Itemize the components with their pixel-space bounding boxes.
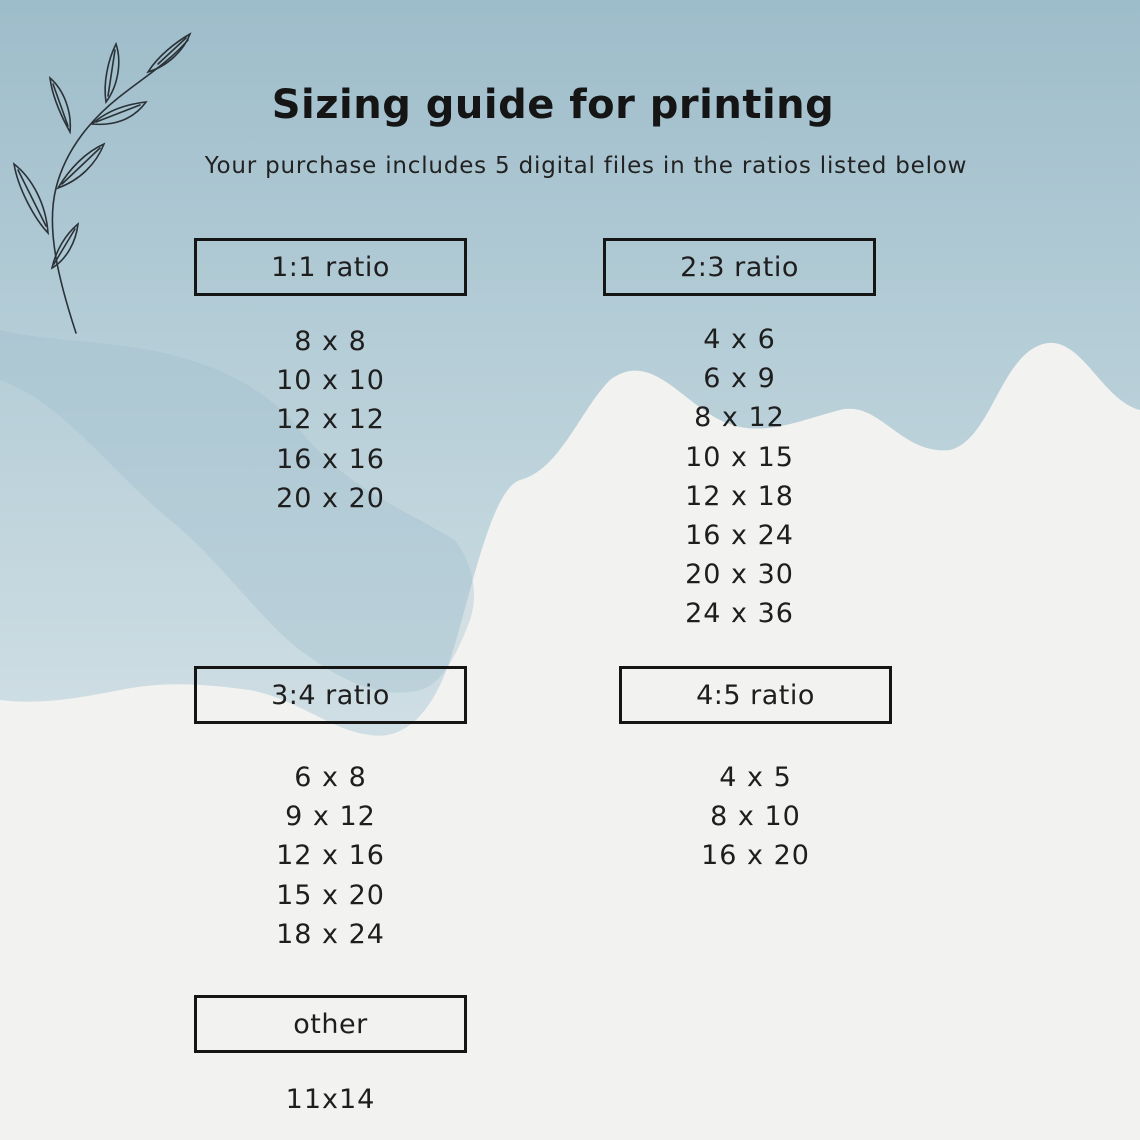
- size-item: 12 x 18: [685, 480, 794, 512]
- ratio-label: 2:3 ratio: [680, 251, 799, 283]
- ratio-label: other: [293, 1008, 368, 1040]
- ratio-4-5-box: [619, 666, 892, 724]
- size-item: 15 x 20: [276, 879, 385, 911]
- size-item: 16 x 24: [685, 520, 794, 552]
- size-item: 12 x 12: [276, 404, 385, 436]
- page-subtitle: Your purchase includes 5 digital files in the ratios listed below: [204, 153, 968, 179]
- size-item: 20 x 20: [276, 482, 385, 514]
- size-item: 11x14: [285, 1084, 376, 1115]
- ratio-1-1-box: [194, 238, 467, 296]
- size-item: 24 x 36: [685, 598, 794, 630]
- size-item: 16 x 20: [701, 840, 810, 872]
- size-item: 20 x 30: [685, 559, 794, 591]
- ratio-other-sizes: [194, 1080, 467, 1119]
- size-item: 9 x 12: [285, 801, 376, 833]
- ratio-other-box: [194, 995, 467, 1053]
- size-item: 18 x 24: [276, 918, 385, 950]
- ratio-3-4-sizes: [194, 758, 467, 954]
- ratio-label: 3:4 ratio: [271, 679, 390, 711]
- ratio-1-1-sizes: [194, 322, 467, 518]
- size-item: 12 x 16: [276, 840, 385, 872]
- ratio-3-4-box: [194, 666, 467, 724]
- page-title: Sizing guide for printing: [271, 82, 835, 128]
- ratio-2-3-sizes: [603, 320, 876, 634]
- size-item: 4 x 6: [703, 324, 776, 355]
- size-item: 16 x 16: [276, 443, 385, 475]
- ratio-2-3-box: [603, 238, 876, 296]
- size-item: 8 x 10: [710, 801, 801, 833]
- size-item: 6 x 8: [294, 762, 367, 793]
- size-item: 8 x 8: [294, 326, 367, 357]
- ratio-label: 4:5 ratio: [696, 679, 815, 711]
- size-item: 4 x 5: [719, 762, 792, 793]
- leaf-branch-icon: [8, 28, 198, 343]
- size-item: 10 x 10: [276, 365, 385, 397]
- ratio-4-5-sizes: [619, 758, 892, 876]
- size-item: 8 x 12: [694, 402, 785, 434]
- size-item: 10 x 15: [685, 441, 794, 473]
- size-item: 6 x 9: [703, 363, 776, 395]
- ratio-label: 1:1 ratio: [271, 251, 390, 283]
